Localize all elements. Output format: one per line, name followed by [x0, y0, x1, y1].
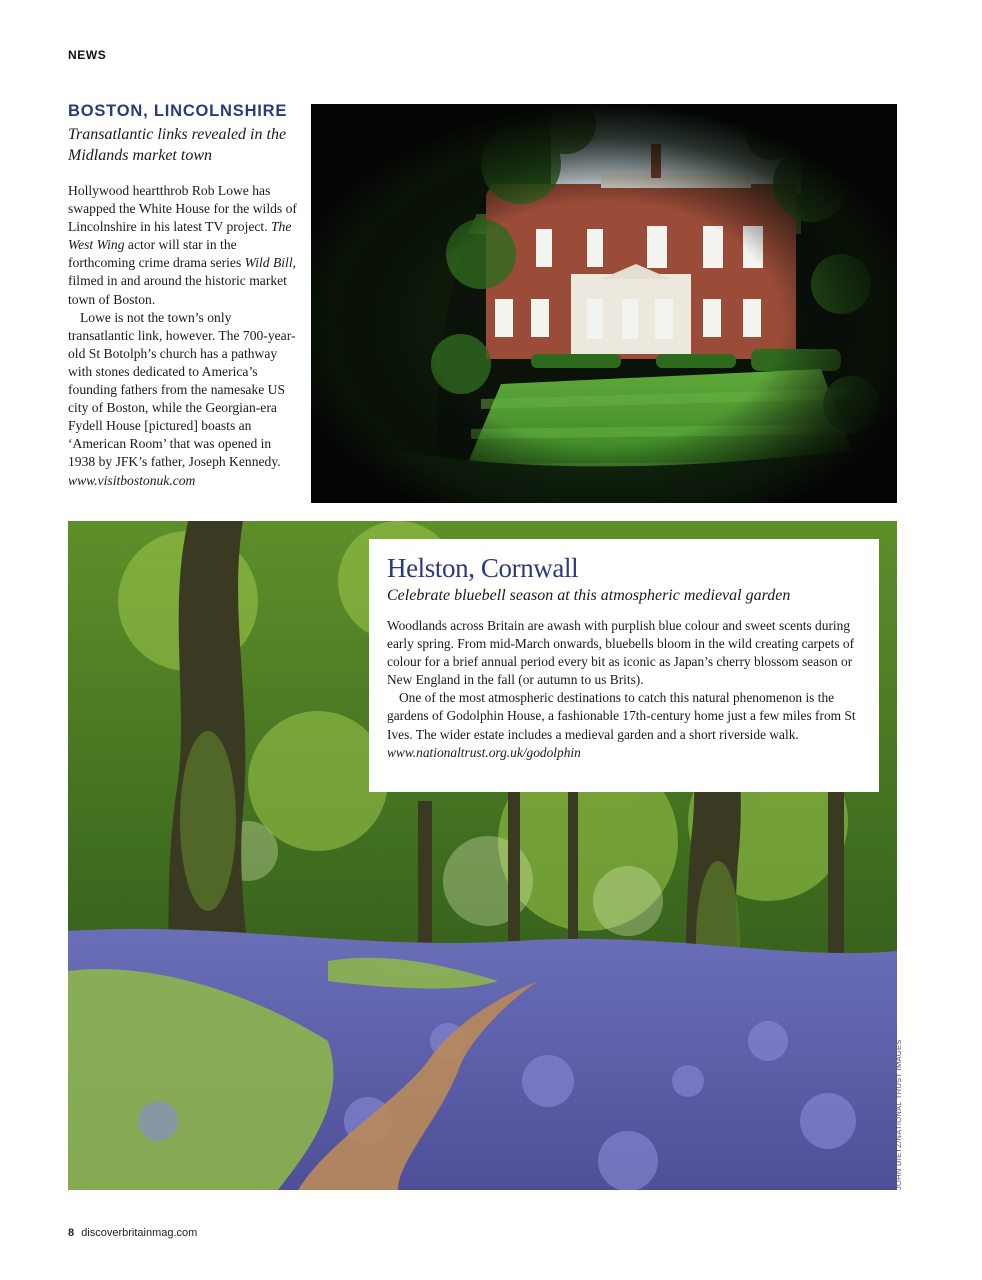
- helston-deck: Celebrate bluebell season at this atmospheric medieval garden: [387, 587, 791, 604]
- boston-paragraph-1: [68, 182, 300, 309]
- footer-site[interactable]: discoverbritainmag.com: [81, 1227, 198, 1239]
- series-title: Wild Bill: [244, 255, 293, 271]
- boston-url-link[interactable]: www.visitbostonuk.com: [68, 472, 196, 488]
- boston-body: [68, 182, 300, 490]
- show-title: The West Wing: [68, 219, 292, 253]
- boston-paragraph-2: Lowe is not the town’s only transatlantic link, however. The 700-year-old St Botolph’s church has a pathway with stones dedicated to America’s founding fathers from the namesake US city of Boston, while the Georgian-era Fydell House [pictured] boasts an ‘American Room’ that was opened in 1938 by JFK’s father, Joseph Kennedy.: [68, 309, 296, 470]
- page-footer: [68, 1227, 197, 1239]
- section-label: NEWS: [68, 48, 107, 62]
- boston-text: actor will star in the forthcoming crime drama series: [68, 237, 245, 271]
- boston-text: , filmed in and around the historic market town of Boston.: [68, 255, 297, 307]
- fydell-house-photo: [311, 104, 897, 503]
- helston-body: [387, 617, 861, 762]
- boston-heading: BOSTON, LINCOLNSHIRE: [68, 102, 288, 120]
- helston-paragraph-2: One of the most atmospheric destinations to catch this natural phenomenon is the gardens of Godolphin House, a fashionable 17th-century home just a few miles from St Ives. The wider estate includes a medieval garden and a short riverside walk.: [387, 690, 856, 742]
- helston-article-box: [369, 539, 879, 792]
- boston-deck: Transatlantic links revealed in the Midlands market town: [68, 126, 287, 164]
- helston-url-link[interactable]: www.nationaltrust.org.uk/godolphin: [387, 744, 581, 760]
- photo-credit: JOHN DIETZ/NATIONAL TRUST IMAGES: [894, 1039, 903, 1190]
- helston-heading: Helston, Cornwall: [387, 553, 579, 583]
- helston-paragraph-1: Woodlands across Britain are awash with purplish blue colour and sweet scents during early spring. From mid-March onwards, bluebells bloom in the wild creating carpets of colour for a brief annual period every bit as iconic as Japan’s cherry blossom season or New England in the fall (or autumn to us Brits).: [387, 618, 855, 688]
- boston-text: Hollywood heartthrob Rob Lowe has swapped the White House for the wilds of Lincolnshire in his latest TV project.: [68, 183, 297, 235]
- page-number: 8: [68, 1227, 75, 1239]
- boston-article: [68, 102, 300, 490]
